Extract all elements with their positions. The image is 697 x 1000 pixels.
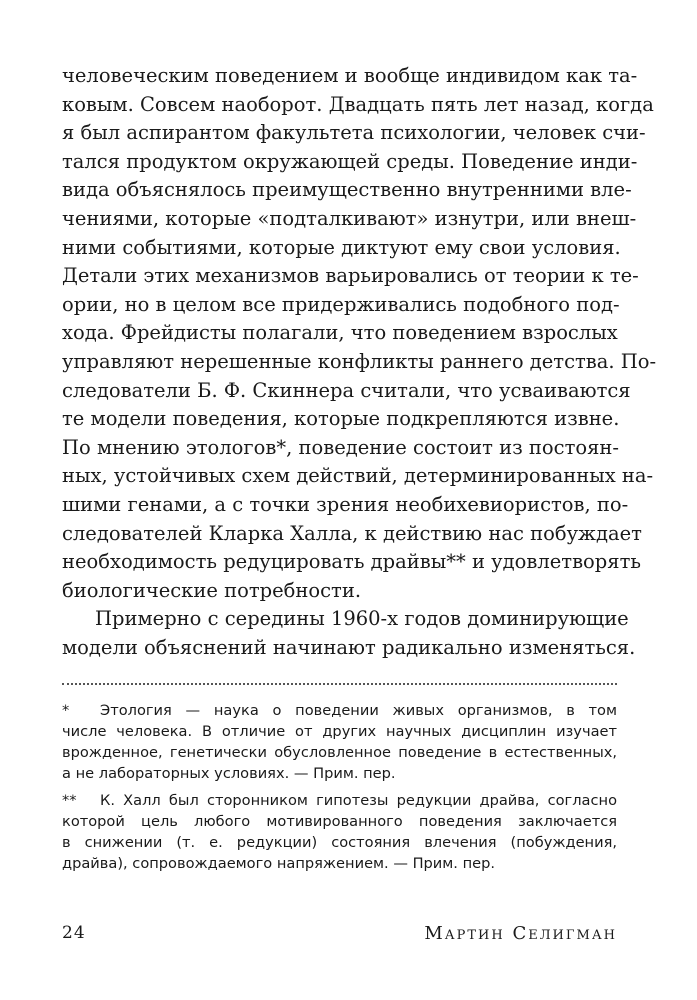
footnote-line: а не лабораторных условиях. — Прим. пер.	[62, 765, 396, 782]
footnote-2	[62, 790, 617, 874]
text-line: По мнению этологов*, поведение состоит из постоян-	[62, 435, 620, 459]
text-line: хода. Фрейдисты полагали, что поведением взрослых	[62, 321, 618, 345]
text-line: ных, устойчивых схем действий, детерминированных на-	[62, 464, 654, 488]
footnote-mark: **	[62, 792, 77, 809]
footnote-separator	[62, 683, 617, 685]
page-footer	[62, 923, 617, 947]
text-line: ковым. Совсем наоборот. Двадцать пять лет назад, когда	[62, 92, 654, 116]
text-line: ории, но в целом все придерживались подобного под-	[62, 292, 620, 316]
footnote-line: которой цель любого мотивированного поведения заключается	[62, 813, 617, 830]
page-number: 24	[62, 923, 86, 943]
footnote-1	[62, 700, 617, 784]
text-line: человеческим поведением и вообще индивидом как та-	[62, 64, 638, 87]
footnote-line: драйва), сопровождаемого напряжением. — Прим. пер.	[62, 855, 495, 872]
text-line: следователи Б. Ф. Скиннера считали, что усваиваются	[62, 378, 631, 402]
text-line: биологические потребности.	[62, 578, 362, 602]
footnote-mark: *	[62, 702, 70, 719]
text-line: следователей Кларка Халла, к действию нас побуждает	[62, 521, 642, 545]
text-line: ними событиями, которые диктуют ему свои условия.	[62, 235, 621, 259]
footnote-line: ** К. Халл был сторонником гипотезы редукции драйва, согласно	[62, 792, 617, 809]
main-text	[62, 62, 657, 662]
running-head: Мартин Селигман	[424, 923, 617, 944]
text-line: Примерно с середины 1960-х годов доминирующие	[95, 607, 629, 631]
text-line: управляют нерешенные конфликты раннего детства. По-	[62, 349, 657, 373]
text-line: необходимость редуцировать драйвы** и удовлетворять	[62, 550, 641, 574]
footnote-line: * Этология — наука о поведении живых организмов, в том	[62, 702, 617, 719]
text-line: тался продуктом окружающей среды. Поведение инди-	[62, 149, 638, 173]
footnote-line: врожденное, генетически обусловленное поведение в естественных,	[62, 744, 617, 761]
footnote-line: в снижении (т. е. редукции) состояния влечения (побуждения,	[62, 834, 617, 851]
text-line: модели объяснений начинают радикально изменяться.	[62, 635, 636, 659]
text-line: Детали этих механизмов варьировались от теории к те-	[62, 264, 639, 288]
text-line: шими генами, а с точки зрения необихевиористов, по-	[62, 492, 629, 516]
text-line: те модели поведения, которые подкрепляются извне.	[62, 407, 620, 431]
footnote-line: числе человека. В отличие от других научных дисциплин изучает	[62, 723, 617, 740]
text-line: чениями, которые «подталкивают» изнутри, или внеш-	[62, 206, 637, 230]
text-line: вида объяснялось преимущественно внутренними вле-	[62, 178, 632, 202]
text-line: я был аспирантом факультета психологии, человек счи-	[62, 121, 646, 145]
